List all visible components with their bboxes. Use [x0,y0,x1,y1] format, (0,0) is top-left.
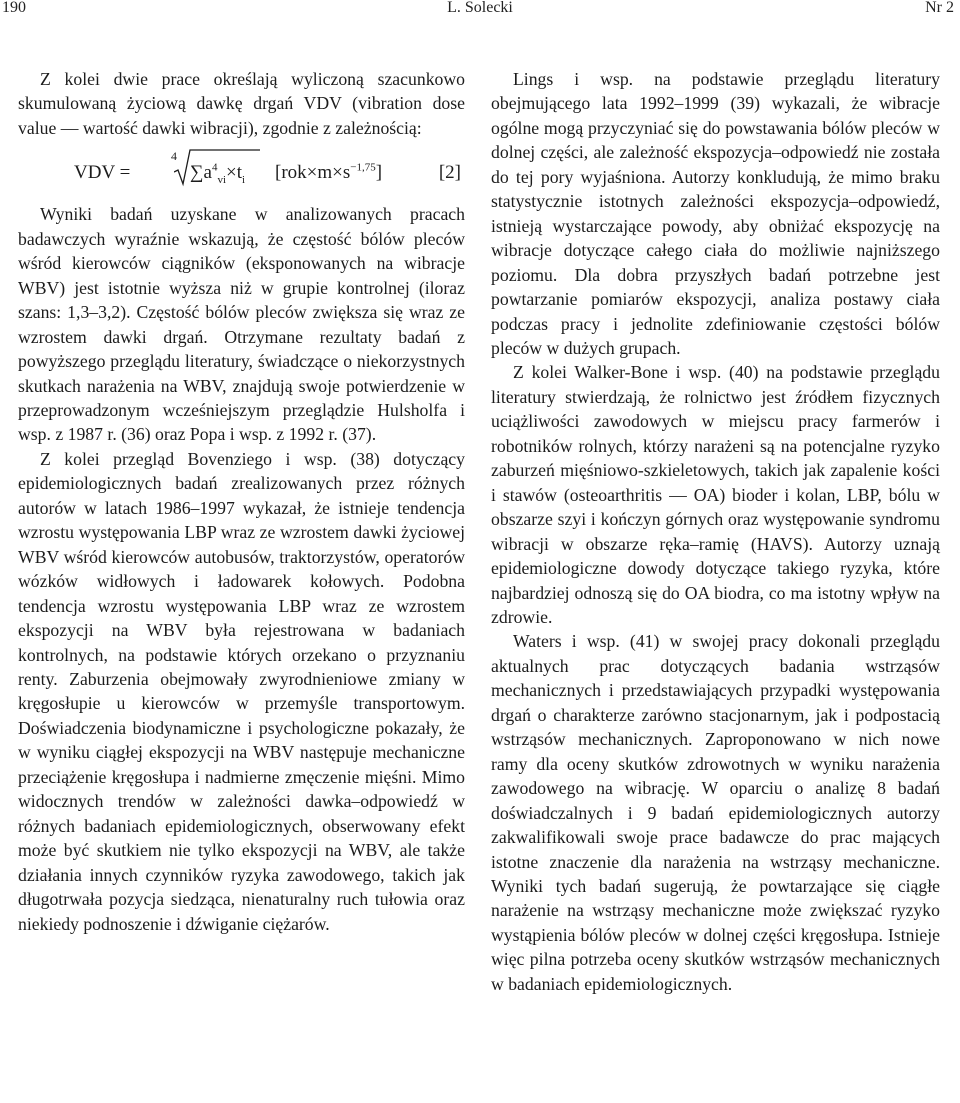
equation-number: [2] [438,162,461,184]
paragraph-lings: Lings i wsp. na podstawie przeglądu literatury obejmującego lata 1992–1999 (39) wykazali, że wibracje ogólne mogą przyczyniać się do powstawania bólów pleców w dolnej części, ale zależność ekspozycja–odpowiedź nie została do tej pory wyjaśniona. Autorzy konkludują, że mimo braku statystycznie istotnych zależności ekspozycja–odpowiedź, istnieją wystarczające powody, aby obniżać ekspozycję na wibracje dotyczące całego ciała do możliwie najniższego poziomu. Dla dobra przyszłych badań potrzebne jest powtarzanie pomiarów ekspozycji, analiza postawy ciała podczas pracy i jednolite zdefiniowanie częstości bólów pleców w dużych grupach. [491,69,940,358]
a-exponent: 4 [211,162,218,175]
formula-unit [275,161,382,185]
unit-exponent: −1,75 [350,162,376,175]
unit-base: [rok×m×s [275,162,351,184]
paragraph-vdv-intro: Z kolei dwie prace określają wyliczoną szacunkowo skumulowaną życiową dawkę drgań VDV (vibration dose value — wartość dawki wibracji), zgodnie z zależnością: [18,69,465,138]
author-running-head: L. Solecki [447,0,513,16]
right-column [491,67,940,996]
t-subscript: i [242,174,246,187]
running-header [0,0,960,22]
formula-root-index: 4 [171,149,177,164]
paragraph-walker-bone: Z kolei Walker-Bone i wsp. (40) na podstawie przeglądu literatury stwierdzają, że rolnictwo jest źródłem fizycznych uciążliwości zawodowych w miejscu pracy farmerów i robotników rolnych, którzy narażeni są na potencjalne ryzyko zaburzeń mięśniowo-szkieletowych, takich jak zapalenie kości i stawów (osteoarthritis — OA) bioder i kolan, LBP, bólu w obszarze szyi i kończyn górnych oraz występowanie syndromu wibracji w obszarze ręka–ramię (HAVS). Autorzy uznają epidemiologiczne dowody dotyczące takiego ryzyka, które najbardziej odnoszą się do OA biodra, co ma istotny wpływ na zdrowie. [491,362,940,627]
sum-a: ∑a [190,162,212,184]
paragraph-results: Wyniki badań uzyskane w analizowanych pracach badawczych wyraźnie wskazują, że częstość bólów pleców wśród kierowców ciągników (eksponowanych na wibracje WBV) jest istotnie wyższa niż w grupie kontrolnej (iloraz szans: 1,3–3,2). Częstość bólów pleców zwiększa się wraz ze wzrostem dawki drgań. Otrzymane rezultaty badań z powyższego przeglądu literatury, świadczące o niekorzystnych skutkach narażenia na WBV, znajdują swoje potwierdzenie w przeprowadzonym wcześniejszym przeglądzie Hulsholfa i wsp. z 1987 r. (36) oraz Popa i wsp. z 1992 r. (37). [18,204,465,445]
times-t: ×t [226,162,243,184]
formula-lhs: VDV = [74,162,131,184]
page-number: 190 [2,0,26,16]
formula-radicand [190,161,245,185]
paragraph-waters: Waters i wsp. (41) w swojej pracy dokonali przeglądu aktualnych prac dotyczących badania wstrząsów mechanicznych i przedstawiających przypadki występowania drgań o charakterze zarówno stacjonarnym, jak i podpostacią wstrząsów mechanicznych. Zaproponowano w nich nowe ramy dla oceny skutków zdrowotnych w wyniku narażenia zawodowego na wibrację. W oparciu o analizę 8 badań doświadczalnych i 9 badań epidemiologicznych autorzy zakwalifikowali swoje prace badawcze do prac mających istotne znaczenie dla narażenia na wstrząsy mechaniczne. Wyniki tych badań sugerują, że powtarzające się ciągłe narażenie na wstrząsy mechaniczne może zwiększać ryzyko wystąpienia bólów pleców w dolnej części kręgosłupa. Istnieje więc pilna potrzeba oceny skutków wstrząsów mechanicznych w badaniach epidemiologicznych. [491,631,940,994]
a-subscript: vi [217,174,227,187]
paragraph-bovenzi: Z kolei przegląd Bovenziego i wsp. (38) dotyczący epidemiologicznych badań zrealizowanych przez różnych autorów w latach 1986–1997 wykazał, że istnieje tendencja wzrostu występowania LBP wraz ze wzrostem dawki życiowej WBV wśród kierowców autobusów, traktorzystów, operatorów wózków widłowych i ładowarek kołowych. Podobna tendencja wzrostu występowania LBP wraz ze wzrostem ekspozycji na WBV była rejestrowana w badaniach kontrolnych, na podstawie których orzekano o przyznaniu renty. Zaburzenia obejmowały zwyrodnieniowe zmiany w kręgosłupie u kierowców w przemyśle transportowym. Doświadczenia biodynamiczne i psychologiczne pokazały, że w wyniku ciągłej ekspozycji na WBV następuje mechaniczne przeciążenie kręgosłupa i nadmierne zmęczenie mięśni. Mimo widocznych trendów w zależności dawka–odpowiedź w różnych badaniach epidemiologicznych, obserwowany efekt może być skutkiem nie tylko ekspozycji na WBV, ale także działania innych czynników ryzyka zawodowego, takich jak długotrwała pozycja siedząca, nienaturalny ruch tułowia oraz niekiedy podnoszenie i dźwiganie ciężarów. [18,448,465,934]
vdv-formula [18,146,465,196]
issue-number: Nr 2 [925,0,954,16]
unit-close: ] [375,162,383,184]
left-column [18,67,465,936]
